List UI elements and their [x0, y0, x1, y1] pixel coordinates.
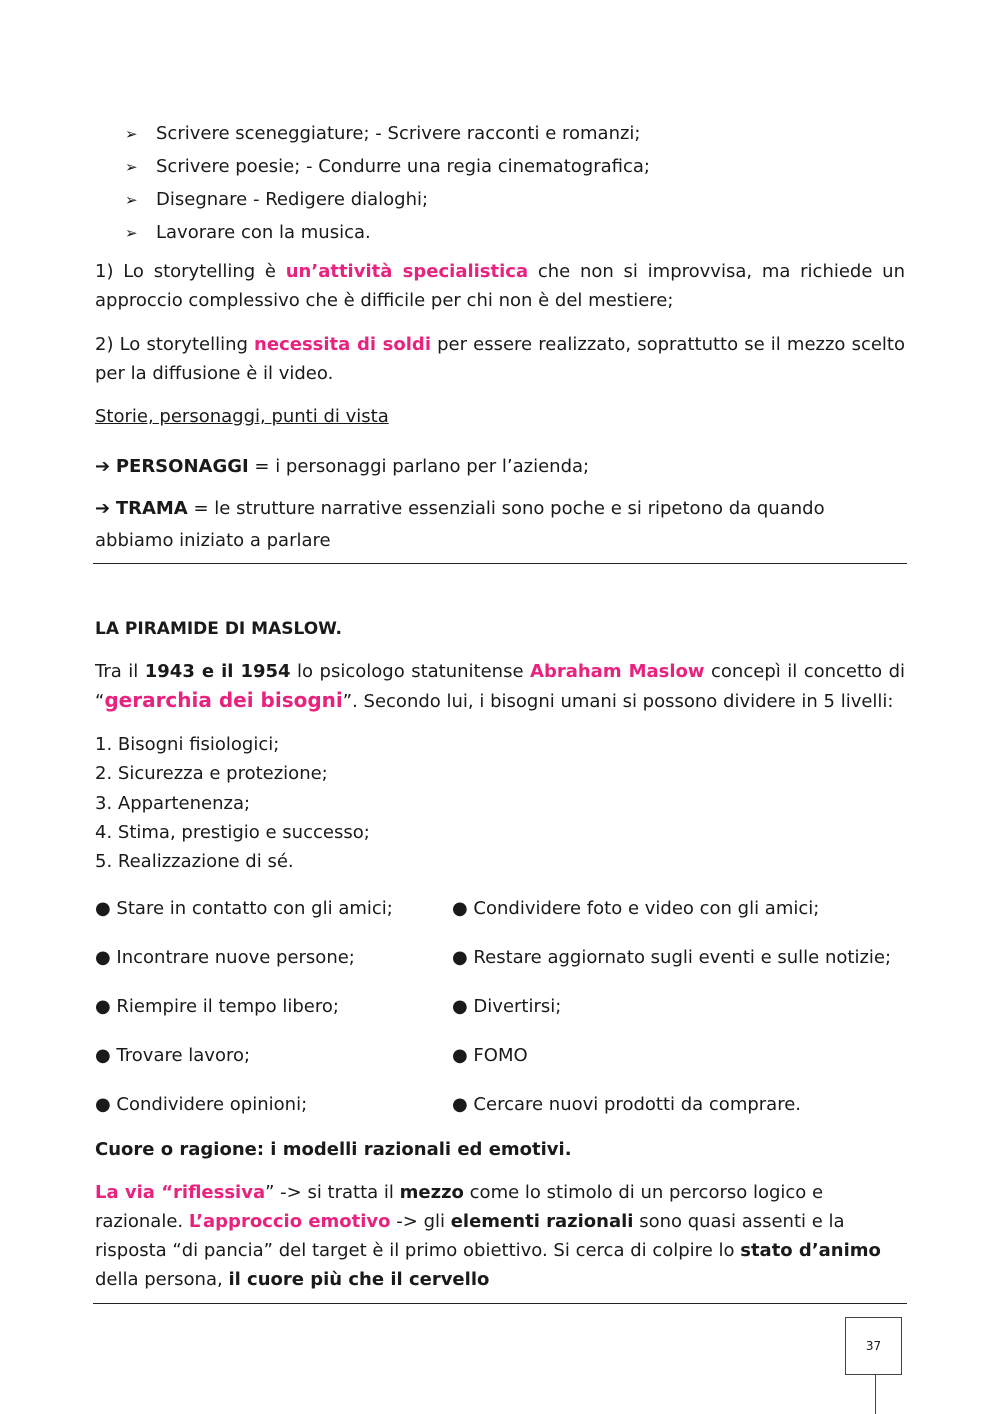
- arrowhead-bullet-icon: ➢: [125, 223, 138, 242]
- right-arrow-icon: ➔: [95, 498, 111, 519]
- motive-row: [95, 992, 905, 1041]
- list-item: ➢ Disegnare - Redigere dialoghi;: [125, 183, 650, 216]
- list-item: 5. Realizzazione di sé.: [95, 851, 294, 873]
- highlight: gerarchia dei bisogni: [104, 688, 343, 712]
- highlight: un’attività specialistica: [285, 261, 529, 282]
- motive-row: [95, 1090, 905, 1139]
- list-item: ● Incontrare nuove persone;: [95, 947, 355, 968]
- list-item: ● FOMO: [452, 1045, 528, 1066]
- arrowhead-bullet-icon: ➢: [125, 190, 138, 209]
- page-number: 37: [845, 1317, 902, 1375]
- models-paragraph: La via “riflessiva” -> si tratta il mezzo come lo stimolo di un percorso logico e razionale. L’approccio emotivo -> gli elementi razionali sono quasi assenti e la risposta “di pancia” del target è il primo obiettivo. Si cerca di colpire lo stato d’animo della persona, il cuore più che il cervello: [95, 1182, 881, 1290]
- list-item: 1. Bisogni fisiologici;: [95, 734, 280, 755]
- highlight: necessita di soldi: [254, 334, 431, 355]
- right-arrow-icon: ➔: [95, 456, 111, 477]
- list-item: ➢ Lavorare con la musica.: [125, 216, 650, 249]
- maslow-intro: Tra il 1943 e il 1954 lo psicologo statunitense Abraham Maslow concepì il concetto di “gerarchia dei bisogni”. Secondo lui, i bisogni umani si possono dividere in 5 livelli:: [95, 661, 906, 712]
- motive-row: [95, 943, 905, 992]
- list-item: ● Cercare nuovi prodotti da comprare.: [452, 1094, 802, 1115]
- highlight: L’approccio emotivo: [188, 1211, 391, 1232]
- personaggi-line: ➔ PERSONAGGI = i personaggi parlano per l’azienda;: [95, 456, 590, 477]
- trama-line: ➔ TRAMA = le strutture narrative essenziali sono poche e si ripetono da quando abbiamo iniziato a parlare: [95, 498, 825, 551]
- arrowhead-bullet-icon: ➢: [125, 157, 138, 176]
- page-number-stem: [875, 1375, 876, 1414]
- models-heading: Cuore o ragione: i modelli razionali ed emotivi.: [95, 1139, 572, 1160]
- list-item: ● Riempire il tempo libero;: [95, 996, 339, 1017]
- list-item: ● Divertirsi;: [452, 996, 562, 1017]
- list-item: 4. Stima, prestigio e successo;: [95, 821, 370, 843]
- list-item: ➢ Scrivere sceneggiature; - Scrivere racconti e romanzi;: [125, 117, 650, 150]
- motives-grid: [95, 894, 905, 1139]
- divider: [93, 563, 907, 564]
- list-item: ● Trovare lavoro;: [95, 1045, 251, 1066]
- motive-row: [95, 894, 905, 943]
- list-item: ➢ Scrivere poesie; - Condurre una regia cinematografica;: [125, 150, 650, 183]
- list-item: 3. Appartenenza;: [95, 792, 251, 814]
- list-item: ● Condividere opinioni;: [95, 1094, 308, 1115]
- stories-heading: Storie, personaggi, punti di vista: [95, 406, 389, 427]
- needs-list: [95, 730, 370, 876]
- motive-row: [95, 1041, 905, 1090]
- activity-list: [125, 117, 650, 249]
- list-item: ● Stare in contatto con gli amici;: [95, 898, 393, 919]
- point-one-paragraph: 1) Lo storytelling è un’attività specialistica che non si improvvisa, ma richiede un approccio complessivo che è difficile per chi non è del mestiere;: [95, 261, 905, 311]
- list-item: ● Condividere foto e video con gli amici;: [452, 898, 820, 919]
- divider: [93, 1303, 907, 1304]
- point-two-paragraph: 2) Lo storytelling necessita di soldi per essere realizzato, soprattutto se il mezzo scelto per la diffusione è il video.: [95, 334, 905, 384]
- maslow-title: LA PIRAMIDE DI MASLOW.: [95, 619, 342, 639]
- arrowhead-bullet-icon: ➢: [125, 124, 138, 143]
- list-item: 2. Sicurezza e protezione;: [95, 763, 328, 785]
- highlight: La via “riflessiva: [95, 1182, 266, 1203]
- highlight: Abraham Maslow: [530, 661, 705, 682]
- list-item: ● Restare aggiornato sugli eventi e sulle notizie;: [452, 947, 892, 968]
